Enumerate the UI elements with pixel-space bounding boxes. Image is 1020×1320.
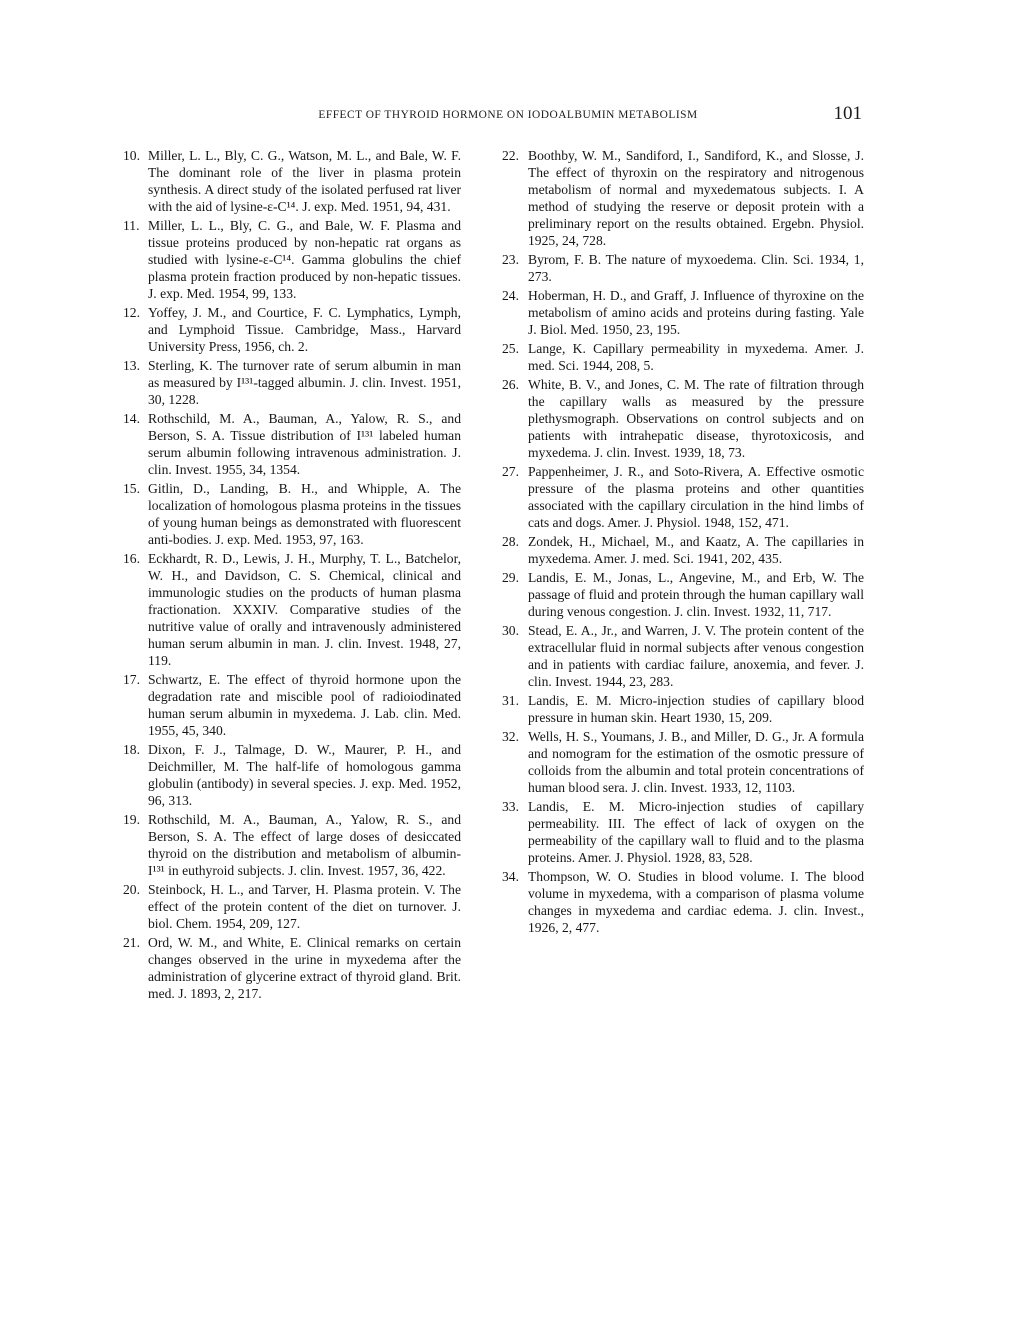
reference-text: Eckhardt, R. D., Lewis, J. H., Murphy, T. L., Batchelor, W. H., and Davidson, C. S. Chemical, clinical and immunologic studies on the products of human plasma fractionation. XXXIV. Comparative studies of the nutritive value of orally and intravenously administered human serum albumin in man. J. clin. Invest. 1948, 27, 119.: [148, 551, 461, 668]
reference-number: 11.: [123, 218, 140, 233]
reference-text: Landis, E. M., Jonas, L., Angevine, M., and Erb, W. The passage of fluid and protein through the human capillary wall during venous congestion. J. clin. Invest. 1932, 11, 717.: [528, 570, 864, 619]
reference-entry: [502, 622, 864, 690]
reference-number: 32.: [502, 729, 519, 744]
reference-text: Miller, L. L., Bly, C. G., and Bale, W. F. Plasma and tissue proteins produced by non-hepatic rat organs as studied with lysine-ε-C¹⁴. Gamma globulins the chief plasma protein fraction produced by non-hepatic tissues. J. exp. Med. 1954, 99, 133.: [148, 218, 461, 301]
reference-number: 24.: [502, 288, 519, 303]
reference-entry: [123, 881, 461, 932]
reference-column-right: [502, 147, 864, 938]
reference-text: Schwartz, E. The effect of thyroid hormone upon the degradation rate and miscible pool of radioiodinated human serum albumin in myxedema. J. Lab. clin. Med. 1955, 45, 340.: [148, 672, 461, 738]
reference-entry: [502, 287, 864, 338]
reference-number: 23.: [502, 252, 519, 267]
reference-entry: [502, 569, 864, 620]
reference-text: Thompson, W. O. Studies in blood volume. I. The blood volume in myxedema, with a comparison of plasma volume changes in myxedema and cardiac edema. J. clin. Invest., 1926, 2, 477.: [528, 869, 864, 935]
running-title: EFFECT OF THYROID HORMONE ON IODOALBUMIN METABOLISM: [318, 109, 698, 121]
page-number: 101: [833, 103, 862, 124]
reference-number: 20.: [123, 882, 140, 897]
reference-entry: [123, 410, 461, 478]
reference-text: Boothby, W. M., Sandiford, I., Sandiford, K., and Slosse, J. The effect of thyroxin on the respiratory and nitrogenous metabolism of normal and myxedematous subjects. I. A method of studying the reserve or deposit protein with a preliminary report on the results obtained. Ergebn. Physiol. 1925, 24, 728.: [528, 148, 864, 248]
reference-entry: [502, 533, 864, 567]
reference-number: 16.: [123, 551, 140, 566]
reference-number: 31.: [502, 693, 519, 708]
reference-text: Sterling, K. The turnover rate of serum albumin in man as measured by I¹³¹-tagged albumin. J. clin. Invest. 1951, 30, 1228.: [148, 358, 461, 407]
reference-text: Zondek, H., Michael, M., and Kaatz, A. The capillaries in myxedema. Amer. J. med. Sci. 1941, 202, 435.: [528, 534, 864, 566]
reference-text: Wells, H. S., Youmans, J. B., and Miller, D. G., Jr. A formula and nomogram for the estimation of the osmotic pressure of colloids from the albumin and total protein concentrations of human blood sera. J. clin. Invest. 1933, 12, 1103.: [528, 729, 864, 795]
reference-text: Steinbock, H. L., and Tarver, H. Plasma protein. V. The effect of the protein content of the diet on turnover. J. biol. Chem. 1954, 209, 127.: [148, 882, 461, 931]
reference-number: 15.: [123, 481, 140, 496]
reference-number: 10.: [123, 148, 140, 163]
reference-number: 29.: [502, 570, 519, 585]
reference-number: 17.: [123, 672, 140, 687]
reference-entry: [123, 934, 461, 1002]
reference-text: White, B. V., and Jones, C. M. The rate of filtration through the capillary walls as measured by the pressure plethysmograph. Observations on control subjects and on patients with intrahepatic disease, thyrotoxicosis, and myxedema. J. clin. Invest. 1939, 18, 73.: [528, 377, 864, 460]
reference-number: 28.: [502, 534, 519, 549]
reference-entry: [123, 671, 461, 739]
reference-entry: [123, 357, 461, 408]
reference-entry: [123, 480, 461, 548]
reference-entry: [123, 811, 461, 879]
reference-number: 27.: [502, 464, 519, 479]
reference-entry: [123, 304, 461, 355]
reference-text: Dixon, F. J., Talmage, D. W., Maurer, P. H., and Deichmiller, M. The half-life of homologous gamma globulin (antibody) in several species. J. exp. Med. 1952, 96, 313.: [148, 742, 461, 808]
reference-text: Ord, W. M., and White, E. Clinical remarks on certain changes observed in the urine in myxedema after the administration of glycerine extract of thyroid gland. Brit. med. J. 1893, 2, 217.: [148, 935, 461, 1001]
reference-text: Landis, E. M. Micro-injection studies of capillary permeability. III. The effect of lack of oxygen on the permeability of the capillary wall to fluid and to the plasma proteins. Amer. J. Physiol. 1928, 83, 528.: [528, 799, 864, 865]
reference-number: 33.: [502, 799, 519, 814]
reference-text: Pappenheimer, J. R., and Soto-Rivera, A. Effective osmotic pressure of the plasma proteins and other quantities associated with the capillary circulation in the hind limbs of cats and dogs. Amer. J. Physiol. 1948, 152, 471.: [528, 464, 864, 530]
reference-entry: [502, 798, 864, 866]
reference-text: Byrom, F. B. The nature of myxoedema. Clin. Sci. 1934, 1, 273.: [528, 252, 864, 284]
reference-text: Miller, L. L., Bly, C. G., Watson, M. L., and Bale, W. F. The dominant role of the liver in plasma protein synthesis. A direct study of the isolated perfused rat liver with the aid of lysine-ε-C¹⁴. J. exp. Med. 1951, 94, 431.: [148, 148, 461, 214]
reference-entry: [502, 147, 864, 249]
reference-text: Yoffey, J. M., and Courtice, F. C. Lymphatics, Lymph, and Lymphoid Tissue. Cambridge, Mass., Harvard University Press, 1956, ch. 2.: [148, 305, 461, 354]
reference-number: 26.: [502, 377, 519, 392]
reference-number: 18.: [123, 742, 140, 757]
reference-number: 21.: [123, 935, 140, 950]
reference-text: Landis, E. M. Micro-injection studies of capillary blood pressure in human skin. Heart 1930, 15, 209.: [528, 693, 864, 725]
reference-entry: [502, 728, 864, 796]
reference-entry: [502, 376, 864, 461]
reference-entry: [123, 147, 461, 215]
reference-number: 34.: [502, 869, 519, 884]
reference-entry: [502, 340, 864, 374]
reference-text: Gitlin, D., Landing, B. H., and Whipple, A. The localization of homologous plasma proteins in the tissues of young human beings as demonstrated with fluorescent anti-bodies. J. exp. Med. 1953, 97, 163.: [148, 481, 461, 547]
reference-text: Lange, K. Capillary permeability in myxedema. Amer. J. med. Sci. 1944, 208, 5.: [528, 341, 864, 373]
reference-entry: [502, 868, 864, 936]
running-header: [148, 103, 868, 133]
reference-entry: [502, 251, 864, 285]
reference-number: 30.: [502, 623, 519, 638]
reference-entry: [123, 550, 461, 669]
reference-entry: [502, 463, 864, 531]
reference-text: Hoberman, H. D., and Graff, J. Influence of thyroxine on the metabolism of amino acids and proteins during fasting. Yale J. Biol. Med. 1950, 23, 195.: [528, 288, 864, 337]
reference-number: 12.: [123, 305, 140, 320]
reference-number: 22.: [502, 148, 519, 163]
reference-entry: [123, 217, 461, 302]
reference-entry: [502, 692, 864, 726]
reference-number: 13.: [123, 358, 140, 373]
reference-text: Rothschild, M. A., Bauman, A., Yalow, R. S., and Berson, S. A. Tissue distribution of I¹³¹ labeled human serum albumin following intravenous administration. J. clin. Invest. 1955, 34, 1354.: [148, 411, 461, 477]
reference-number: 14.: [123, 411, 140, 426]
reference-entry: [123, 741, 461, 809]
reference-number: 25.: [502, 341, 519, 356]
reference-text: Stead, E. A., Jr., and Warren, J. V. The protein content of the extracellular fluid in normal subjects after venous congestion and in patients with cardiac failure, anoxemia, and fever. J. clin. Invest. 1944, 23, 283.: [528, 623, 864, 689]
reference-number: 19.: [123, 812, 140, 827]
reference-text: Rothschild, M. A., Bauman, A., Yalow, R. S., and Berson, S. A. The effect of large doses of desiccated thyroid on the distribution and metabolism of albumin-I¹³¹ in euthyroid subjects. J. clin. Invest. 1957, 36, 422.: [148, 812, 461, 878]
reference-column-left: [123, 147, 461, 1004]
